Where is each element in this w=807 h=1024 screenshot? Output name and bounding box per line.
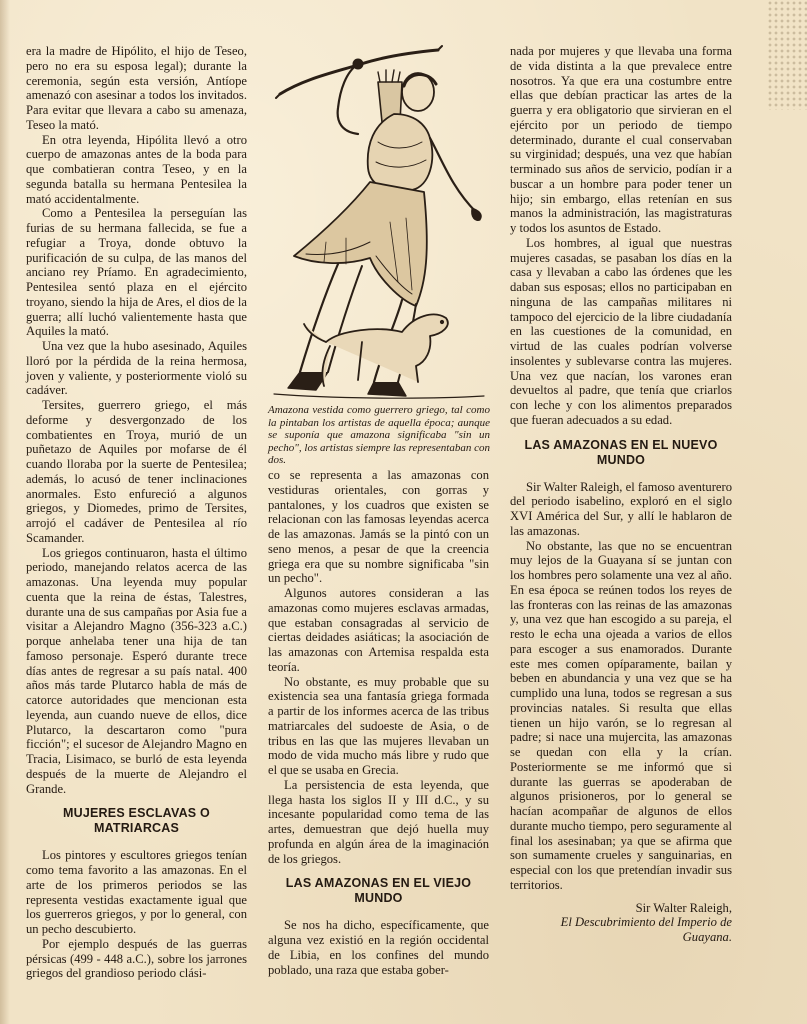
paragraph: nada por mujeres y que llevaba una forma de vida distinta a la que prevalece entre nosotros. Ya que era una costumbre entre ellas que debían practicar las artes de la guerra y era obligatorio que sirvieran en el ejército por un periodo de tiempo determinado, durante el cual conservaban su virginidad; después, una vez que habían terminado sus años de servicio, podían ir a buscar a un hombre para poder tener un hijo; sin embargo, ellas retenían en sus manos la administración, las magistraturas y todos los asuntos de Estado.: [510, 44, 732, 235]
section-heading: MUJERES ESCLAVAS O MATRIARCAS: [63, 806, 210, 836]
attribution-author: Sir Walter Raleigh,: [635, 900, 732, 915]
section-heading: LAS AMAZONAS EN EL VIEJO MUNDO: [285, 876, 472, 906]
paragraph: Como a Pentesilea la perseguían las furias de su hermana fallecida, se fue a refugiar a Troya, donde obtuvo la purificación de su culpa, de las manos del anciano rey Príamo. En agradecimiento, Pentesilea sentó plaza en el ejército troyano, siendo la hija de Ares, el dios de la guerra; allí luchó valientemente hasta que Aquiles la mató.: [26, 206, 247, 339]
figure-caption: [268, 404, 490, 467]
paragraph: No obstante, las que no se encuentran muy lejos de la Guayana sí se juntan con los hombres pero solamente una vez al año. En esa época se reúnen todos los reyes de las fronteras con las reinas de las amazonas y, una vez que han escogido a su pareja, el resto le echa una ojeada a varios de ellos para escoger a sus enamorados. Durante este mes comen opíparamente, bailan y beben en abundancia y una vez que se ha cumplido una luna, todos se regresan a sus provincias natales. Si resulta que ellas tienen un hijo varón, se lo regresan al padre; si nace una mujercita, las amazonas se quedan con ella y la crían. Posteriormente se me informó que si durante las guerras se apoderaban de algunos prisioneros, por lo general se hacían acompañar de algunos de ellos durante mucho tiempo, pero seguramente al final los asesinaban; ya que se afirma que son sumamente crueles y sanguinarias, en especial con los que pretendían invadir sus territorios.: [510, 538, 732, 892]
paragraph: Los hombres, al igual que nuestras mujeres casadas, se pasaban los días en la casa y llevaban a cabo las órdenes que les daban sus esposas; ellos no participaban en ninguna de las campañas militares ni tampoco del ejercicio de la libre ciudadanía en las cuestiones de la comunidad, en virtud de las cuales podrían volverse insolentes y sublevarse contra las mujeres. Una vez que nacían, los varones eran devueltos al padre, que tenía que criarlos con leche y con los alimentos preparados que fueran adecuados a su edad.: [510, 235, 732, 427]
paragraph: era la madre de Hipólito, el hijo de Teseo, pero no era su esposa legal); durante la ceremonia, según esta versión, Antíope amenazó con asesinar a todos los invitados. Para evitar que llevara a cabo su amenaza, Teseo la mató.: [26, 44, 247, 132]
paragraph: Algunos autores consideran a las amazonas como mujeres esclavas armadas, que estaban consagradas al servicio de ciertas deidades asiáticas; la asociación de las amazonas con Artemisa respalda esta teoría.: [268, 586, 489, 674]
paragraph: Una vez que la hubo asesinado, Aquiles lloró por la pérdida de la reina hermosa, joven y valiente, y posteriormente violó su cadáver.: [26, 339, 247, 398]
paragraph: Tersites, guerrero griego, el más deforme y desvergonzado de los combatientes en Troya, murió de un puñetazo de Aquiles por mofarse de él cuando lloraba por la suerte de Pentesilea; además, lo acusó de tener inclinaciones anormales. Esto enfureció a algunos griegos, y Diomedes, primo de Tersites, arrojó el cadáver de Pentesilea al río Scamander.: [26, 398, 247, 545]
caption-text: Amazona vestida como guerrero griego, tal como la pintaban los artistas de aquella época; aunque se suponía que amazona significaba "sin un pecho", los artistas siempre las representaban con dos.: [268, 404, 490, 467]
amazon-illustration: [266, 42, 491, 404]
page-edge-shadow: [0, 0, 10, 1024]
paragraph: co se representa a las amazonas con vestiduras orientales, con gorras y pantalones, y los cuadros que existen se relacionan con las famosas leyendas acerca de las amazonas. Jamás se la pintó con un seno menos, a pesar de que la creencia griega era que su nombre significaba "sin un pecho".: [268, 468, 489, 586]
paragraph: En otra leyenda, Hipólita llevó a otro cuerpo de amazonas antes de la boda para que combatieran contra Teseo, y en la segunda batalla su hermana Pentesilea la mató accidentalmente.: [26, 132, 247, 206]
column-right: [510, 44, 732, 945]
paragraph: Sir Walter Raleigh, el famoso aventurero del periodo isabelino, exploró en el siglo XVI América del Sur, y allí le hablaron de las amazonas.: [510, 479, 732, 538]
paragraph: Se nos ha dicho, específicamente, que alguna vez existió en la región occidental de Libia, en los confines del mundo poblado, una raza que estaba gober-: [268, 918, 489, 977]
paragraph: Por ejemplo después de las guerras pérsicas (499 - 448 a.C.), sobre los jarrones griegos del grandioso periodo clási-: [26, 936, 247, 981]
paragraph: No obstante, es muy probable que su existencia sea una fantasía griega formada a partir de los informes acerca de las tribus matriarcales del sudoeste de Asia, o de tribus en las que las mujeres llevaban un modo de vida mucho más libre y rudo que el que se usaba en Grecia.: [268, 674, 489, 777]
attribution-work: El Descubrimiento del Imperio de Guayana.: [560, 915, 732, 944]
column-left: [26, 44, 247, 981]
paragraph: Los griegos continuaron, hasta el último periodo, manejando relatos acerca de las amazonas. Una leyenda muy popular cuenta que la reina de éstas, Talestres, durante una de sus campañas por Asia fue a visitar a Alejandro Magno (356-323 a.C.) porque anhelaba tener una hija de tan famoso personaje. Esperó durante trece días antes de regresar a su país natal. 400 años más tarde Plutarco habla de más de catorce autoridades que mencionan esta leyenda, aun cuando nueve de ellos, dice Plutarco, la descartaron como "pura ficción"; el sucesor de Alejandro Magno en Tracia, Lisimaco, se burló de esta leyenda después de la muerte de Alejandro el Grande.: [26, 545, 247, 796]
paragraph: Los pintores y escultores griegos tenían como tema favorito a las amazonas. En el arte de los primeros periodos se las representa vestidas exactamente igual que los guerreros griegos, y por lo general, con un pecho descubierto.: [26, 848, 247, 936]
section-heading: LAS AMAZONAS EN EL NUEVO MUNDO: [524, 437, 718, 467]
halftone-corner: [767, 0, 807, 110]
paragraph: La persistencia de esta leyenda, que llega hasta los siglos II y III d.C., y su incesante popularidad como tema de las artes, demuestran que dejó huella muy profunda en algún área de la imaginación de los griegos.: [268, 777, 489, 866]
column-middle: [268, 468, 489, 977]
quote-attribution: [510, 901, 732, 945]
amazon-warrior-drawing: [266, 42, 491, 404]
